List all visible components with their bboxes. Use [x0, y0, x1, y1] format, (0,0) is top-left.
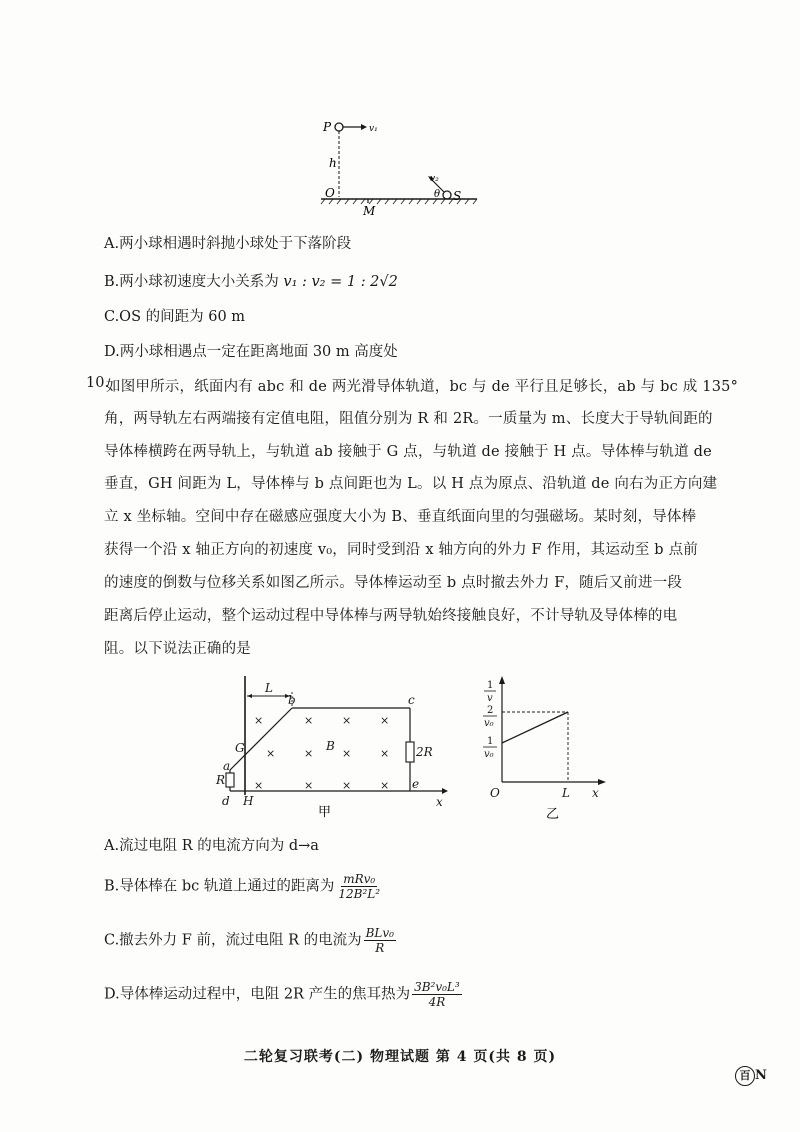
caption-yi: 乙: [546, 807, 560, 822]
tick-1-den: v₀: [484, 749, 494, 760]
tick-2-den: v₀: [484, 718, 494, 729]
field-cross: ×: [342, 747, 352, 760]
tick-2-num: 2: [487, 705, 494, 716]
q10-option-c: C.撤去外力 F 前，流过电阻 R 的电流为 $\frac{\text{BLv₀}}{R}$: [104, 926, 394, 955]
label-field-b: B: [326, 739, 335, 753]
projectile-figure: [315, 115, 485, 225]
label-m: M: [363, 204, 376, 218]
q10-line: 距离后停止运动，整个运动过程中导体棒与两导轨始终接触良好，不计导轨及导体棒的电: [104, 608, 678, 624]
q10-line: 阻。以下说法正确的是: [104, 641, 251, 657]
label-theta: θ: [434, 189, 441, 200]
label-g: G: [235, 741, 245, 755]
label-o: O: [325, 186, 335, 200]
tick-1-num: 1: [487, 736, 494, 747]
label-h: h: [329, 156, 337, 170]
field-cross: ×: [342, 779, 352, 792]
field-cross: ×: [304, 747, 314, 760]
label-b: b: [288, 693, 296, 707]
label-v2: v₂: [430, 174, 439, 184]
label-a: a: [223, 759, 231, 773]
field-cross: ×: [380, 779, 390, 792]
figure-jia: [210, 670, 455, 820]
field-cross: ×: [254, 714, 264, 727]
corner-badge: [735, 1066, 767, 1086]
figure-yi-chart: [476, 672, 616, 822]
q9-option-a: A.两小球相遇时斜抛小球处于下落阶段: [104, 236, 352, 252]
field-cross: ×: [380, 714, 390, 727]
y-label-num: 1: [487, 680, 494, 691]
q10-line: 角，两导轨左右两端接有定值电阻，阻值分别为 R 和 2R。一质量为 m、长度大于导轨间距的: [104, 411, 713, 427]
field-cross: ×: [266, 747, 276, 760]
label-v1: v₁: [369, 124, 378, 134]
label-l: L: [265, 681, 273, 695]
field-cross: ×: [342, 714, 352, 727]
q9-option-d: D.两小球相遇点一定在距离地面 30 m 高度处: [104, 344, 398, 360]
ball-p: [335, 123, 343, 131]
data-line: [502, 712, 568, 743]
label-d: d: [222, 794, 230, 808]
fraction-d: $\frac{\text{3B²v₀L³}}{4R}$: [414, 980, 460, 1009]
badge-circle: 百: [735, 1066, 755, 1086]
label-r: R: [216, 773, 226, 787]
label-2r: 2R: [416, 745, 433, 759]
fraction-b: $\frac{\text{mRv₀}}{\text{12B²L²}}$: [338, 872, 381, 901]
page-footer: 二轮复习联考(二) 物理试题 第 4 页(共 8 页): [243, 1049, 557, 1065]
caption-jia: 甲: [318, 805, 332, 820]
q9-option-b: B.两小球初速度大小关系为 v₁ : v₂ = 1 : 2√2: [104, 274, 398, 290]
label-e: e: [412, 777, 420, 791]
q10-line: 获得一个沿 x 轴正方向的初速度 v₀，同时受到沿 x 轴方向的外力 F 作用，其运动至 b 点前: [104, 542, 698, 558]
q10-option-d: D.导体棒运动过程中，电阻 2R 产生的焦耳热为 $\frac{\text{3B²v₀L³}}{4R}$: [104, 980, 460, 1009]
fraction-c: $\frac{\text{BLv₀}}{R}$: [365, 926, 394, 955]
label-h: H: [243, 794, 254, 808]
field-cross: ×: [380, 747, 390, 760]
q10-line: 的速度的倒数与位移关系如图乙所示。导体棒运动至 b 点时撤去外力 F，随后又前进一段: [104, 575, 683, 591]
label-x: x: [592, 786, 599, 800]
label-origin: O: [490, 786, 500, 800]
field-cross: ×: [304, 714, 314, 727]
field-cross: ×: [304, 779, 314, 792]
q9-option-c: C.OS 的间距为 60 m: [104, 309, 246, 325]
label-l: L: [562, 786, 570, 800]
y-label-den: v: [487, 693, 493, 704]
label-c: c: [408, 693, 415, 707]
label-x: x: [436, 795, 443, 809]
q10-option-a: A.流过电阻 R 的电流方向为 d→a: [104, 838, 319, 854]
q10-line: 如图甲所示，纸面内有 abc 和 de 两光滑导体轨道，bc 与 de 平行且足够长，ab 与 bc 成 135°: [106, 379, 739, 395]
q10-number: 10.: [86, 375, 110, 391]
ball-s: [443, 191, 451, 199]
q10-line: 立 x 坐标轴。空间中存在磁感应强度大小为 B、垂直纸面向里的匀强磁场。某时刻，导体棒: [104, 509, 697, 525]
q10-line: 垂直，GH 间距为 L，导体棒与 b 点间距也为 L。以 H 点为原点、沿轨道 de 向右为正方向建: [104, 476, 718, 492]
badge-letter: N: [755, 1068, 767, 1083]
label-s: S: [453, 189, 462, 203]
field-cross: ×: [254, 779, 264, 792]
q10-option-b: B.导体棒在 bc 轨道上通过的距离为 $\frac{\text{mRv₀}}{\text{12B²L²}}$: [104, 872, 381, 901]
resistor-2r: [406, 742, 414, 762]
label-p: P: [323, 120, 332, 134]
q10-line: 导体棒横跨在两导轨上，与轨道 ab 接触于 G 点，与轨道 de 接触于 H 点。导体棒与轨道 de: [104, 444, 712, 460]
resistor-r: [226, 773, 234, 787]
